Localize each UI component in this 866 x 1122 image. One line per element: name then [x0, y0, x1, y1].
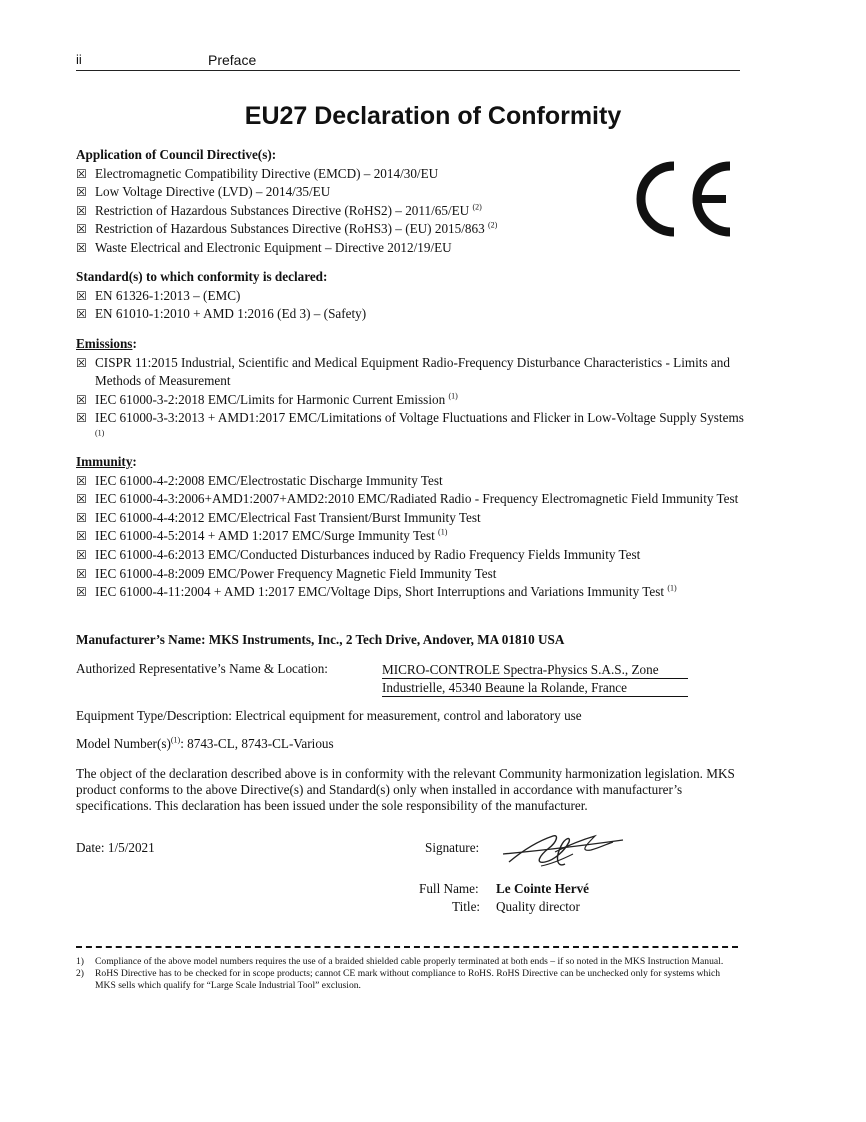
immunity-item	[76, 527, 748, 546]
checked-box-icon: ☒	[76, 288, 87, 303]
checked-box-icon: ☒	[76, 585, 87, 600]
directive-item-text: Restriction of Hazardous Substances Directive (RoHS3) – (EU) 2015/863 $^{(2)}$	[95, 220, 498, 237]
footnote-number: 1)	[76, 956, 84, 967]
checked-box-icon: ☒	[76, 185, 87, 200]
standard-item-text: EN 61010-1:2010 + AMD 1:2016 (Ed 3) – (Safety)	[95, 306, 367, 322]
footnote-ref: (2)	[487, 220, 498, 230]
checked-box-icon: ☒	[76, 355, 87, 370]
title-label: Title:	[452, 899, 481, 914]
standard-item	[76, 305, 748, 324]
footnote-number: 2)	[76, 968, 84, 979]
full-name-value: Le Cointe Hervé	[496, 881, 590, 896]
standards-heading: Standard(s) to which conformity is declared:	[76, 269, 328, 284]
footnote-item	[76, 968, 736, 992]
checked-box-icon: ☒	[76, 510, 87, 525]
directive-item-text: Waste Electrical and Electronic Equipment – Directive 2012/19/EU	[95, 239, 452, 255]
standards-section	[76, 268, 748, 324]
footnote-divider	[76, 946, 738, 948]
footnote-ref: (1)	[667, 583, 677, 593]
immunity-item	[76, 472, 748, 491]
immunity-item	[76, 565, 748, 584]
immunity-item-text: IEC 61000-4-4:2012 EMC/Electrical Fast Transient/Burst Immunity Test	[95, 509, 481, 525]
immunity-item	[76, 583, 748, 602]
emission-item	[76, 409, 748, 446]
directive-item	[76, 165, 748, 184]
checked-box-icon: ☒	[76, 166, 87, 181]
document-title: EU27 Declaration of Conformity	[244, 102, 622, 130]
footnote-text: RoHS Directive has to be checked for in scope products; cannot CE mark without compliance to RoHS. RoHS Directive can be unchecked only for systems which MKS sells which qualify for “Large Scale Industrial Tool” exclusion.	[95, 968, 721, 991]
emission-item	[76, 391, 748, 410]
representative-line-2: Industrielle, 45340 Beaune la Rolande, France	[382, 679, 688, 697]
emission-item-text: IEC 61000-3-2:2018 EMC/Limits for Harmonic Current Emission $^{(1)}$	[95, 391, 458, 407]
directive-item-text: Low Voltage Directive (LVD) – 2014/35/EU	[95, 184, 331, 200]
declaration-date: Date: 1/5/2021	[76, 840, 155, 855]
directive-item-text: Electromagnetic Compatibility Directive (EMCD) – 2014/30/EU	[95, 165, 439, 181]
footnote-ref: (1)	[448, 391, 458, 401]
checked-box-icon: ☒	[76, 547, 87, 562]
checked-box-icon: ☒	[76, 307, 87, 322]
immunity-item	[76, 509, 748, 528]
directive-item-text: Restriction of Hazardous Substances Directive (RoHS2) – 2011/65/EU $^{(2)}$	[95, 202, 482, 218]
checked-box-icon: ☒	[76, 566, 87, 581]
model-label: Model Number(s)	[76, 736, 171, 751]
immunity-item-text: IEC 61000-4-11:2004 + AMD 1:2017 EMC/Voltage Dips, Short Interruptions and Variations Immunity Test $^{(1)}$	[95, 583, 677, 600]
immunity-item-text: IEC 61000-4-2:2008 EMC/Electrostatic Discharge Immunity Test	[95, 472, 443, 488]
model-numbers	[76, 736, 334, 752]
standard-item	[76, 287, 748, 306]
directive-item	[76, 220, 748, 239]
checked-box-icon: ☒	[76, 222, 87, 237]
immunity-item	[76, 546, 748, 565]
section-title: Preface	[208, 52, 257, 68]
immunity-heading: Immunity	[76, 454, 133, 469]
standard-item-text: EN 61326-1:2013 – (EMC)	[95, 287, 241, 303]
immunity-item-text: IEC 61000-4-5:2014 + AMD 1:2017 EMC/Surge Immunity Test $^{(1)}$	[95, 527, 448, 544]
directive-item	[76, 239, 748, 258]
checked-box-icon: ☒	[76, 240, 87, 255]
signature-label: Signature:	[425, 840, 480, 855]
footnote-item	[76, 956, 736, 968]
checked-box-icon: ☒	[76, 529, 87, 544]
emissions-section: Emissions: ☒ CISPR 11:2015 Industrial, Scientific and Medical Equipment Radio-Frequency Disturbance Characteristics - Limits and Methods of Measurement ☒ IEC 61000-3-2:2018 EMC/Limits for Harmonic Current Emission $^{(1)}$ ☒ IEC 61000-3-3:2013 + AMD1:2017 EMC/Limitations of Voltage Fluctuations and Flicker in Low-Voltage Supply Systems $^{(1)}$	[76, 335, 748, 447]
directives-section	[76, 146, 748, 258]
representative-label: Authorized Representative’s Name & Location:	[76, 661, 328, 676]
footnote-ref: (1)	[95, 428, 105, 438]
checked-box-icon: ☒	[76, 411, 87, 426]
immunity-section: Immunity: ☒ IEC 61000-4-2:2008 EMC/Electrostatic Discharge Immunity Test ☒ IEC 61000-4-3:2006+AMD1:2007+AMD2:2010 EMC/Radiated Radio - Frequency Electromagnetic Field Immunity Test ☒ IEC 61000-4-4:2012 EMC/Electrical Fast Transient/Burst Immunity Test ☒ IEC 61000-4-5:2014 + AMD 1:2017 EMC/Surge Immunity Test $^{(1)}$ ☒ IEC 61000-4-6:2013 EMC/Conducted Disturbances induced by Radio Frequency Fields Immunity Test ☒ IEC 61000-4-8:2009 EMC/Power Frequency Magnetic Field Immunity Test ☒ IEC 61000-4-11:2004 + AMD 1:2017 EMC/Voltage Dips, Short Interruptions and Variations Immunity Test $^{(1)}$	[76, 453, 748, 602]
directives-heading: Application of Council Directive(s):	[76, 147, 277, 162]
equipment-description: Equipment Type/Description: Electrical equipment for measurement, control and laboratory use	[76, 708, 582, 723]
manufacturer-name: Manufacturer’s Name: MKS Instruments, Inc., 2 Tech Drive, Andover, MA 01810 USA	[76, 632, 565, 647]
immunity-item-text: IEC 61000-4-6:2013 EMC/Conducted Disturbances induced by Radio Frequency Fields Immunity Test	[95, 546, 641, 562]
emissions-heading: Emissions	[76, 336, 133, 351]
immunity-item	[76, 490, 748, 509]
emission-item-text: IEC 61000-3-3:2013 + AMD1:2017 EMC/Limitations of Voltage Fluctuations and Flicker in Low-Voltage Supply Systems $^{(1)}$	[95, 410, 744, 438]
object-statement: The object of the declaration described above is in conformity with the relevant Community harmonization legislation. MKS product conforms to the above Directive(s) and Standard(s) only when installed in accordance with manufacturer’s specifications. This declaration has been issued under the sole responsibility of the manufacturer.	[76, 766, 735, 813]
representative-value	[382, 661, 688, 697]
full-name-label: Full Name:	[419, 881, 479, 896]
directive-item	[76, 183, 748, 202]
footnote-text: Compliance of the above model numbers requires the use of a braided shielded cable properly terminated at both ends – if so noted in the MKS Instruction Manual.	[95, 956, 724, 967]
footnote-ref: (1)	[438, 527, 448, 537]
checked-box-icon: ☒	[76, 203, 87, 218]
title-value: Quality director	[496, 899, 580, 914]
signature-image	[495, 822, 625, 872]
page-header	[76, 50, 740, 71]
footnote-ref: (2)	[472, 202, 482, 212]
model-footnote-ref: (1)	[170, 735, 181, 745]
page-number: ii	[76, 52, 82, 67]
checked-box-icon: ☒	[76, 392, 87, 407]
emission-item	[76, 354, 748, 391]
directive-item	[76, 202, 748, 221]
checked-box-icon: ☒	[76, 492, 87, 507]
model-value: : 8743-CL, 8743-CL-Various	[180, 736, 334, 751]
checked-box-icon: ☒	[76, 473, 87, 488]
representative-line-1: MICRO-CONTROLE Spectra-Physics S.A.S., Zone	[382, 661, 688, 679]
footnotes	[76, 956, 736, 992]
emission-item-text: CISPR 11:2015 Industrial, Scientific and Medical Equipment Radio-Frequency Disturbance Characteristics - Limits and Methods of Measurement	[95, 354, 730, 389]
immunity-item-text: IEC 61000-4-3:2006+AMD1:2007+AMD2:2010 EMC/Radiated Radio - Frequency Electromagnetic Field Immunity Test	[95, 491, 739, 507]
immunity-item-text: IEC 61000-4-8:2009 EMC/Power Frequency Magnetic Field Immunity Test	[95, 565, 497, 581]
